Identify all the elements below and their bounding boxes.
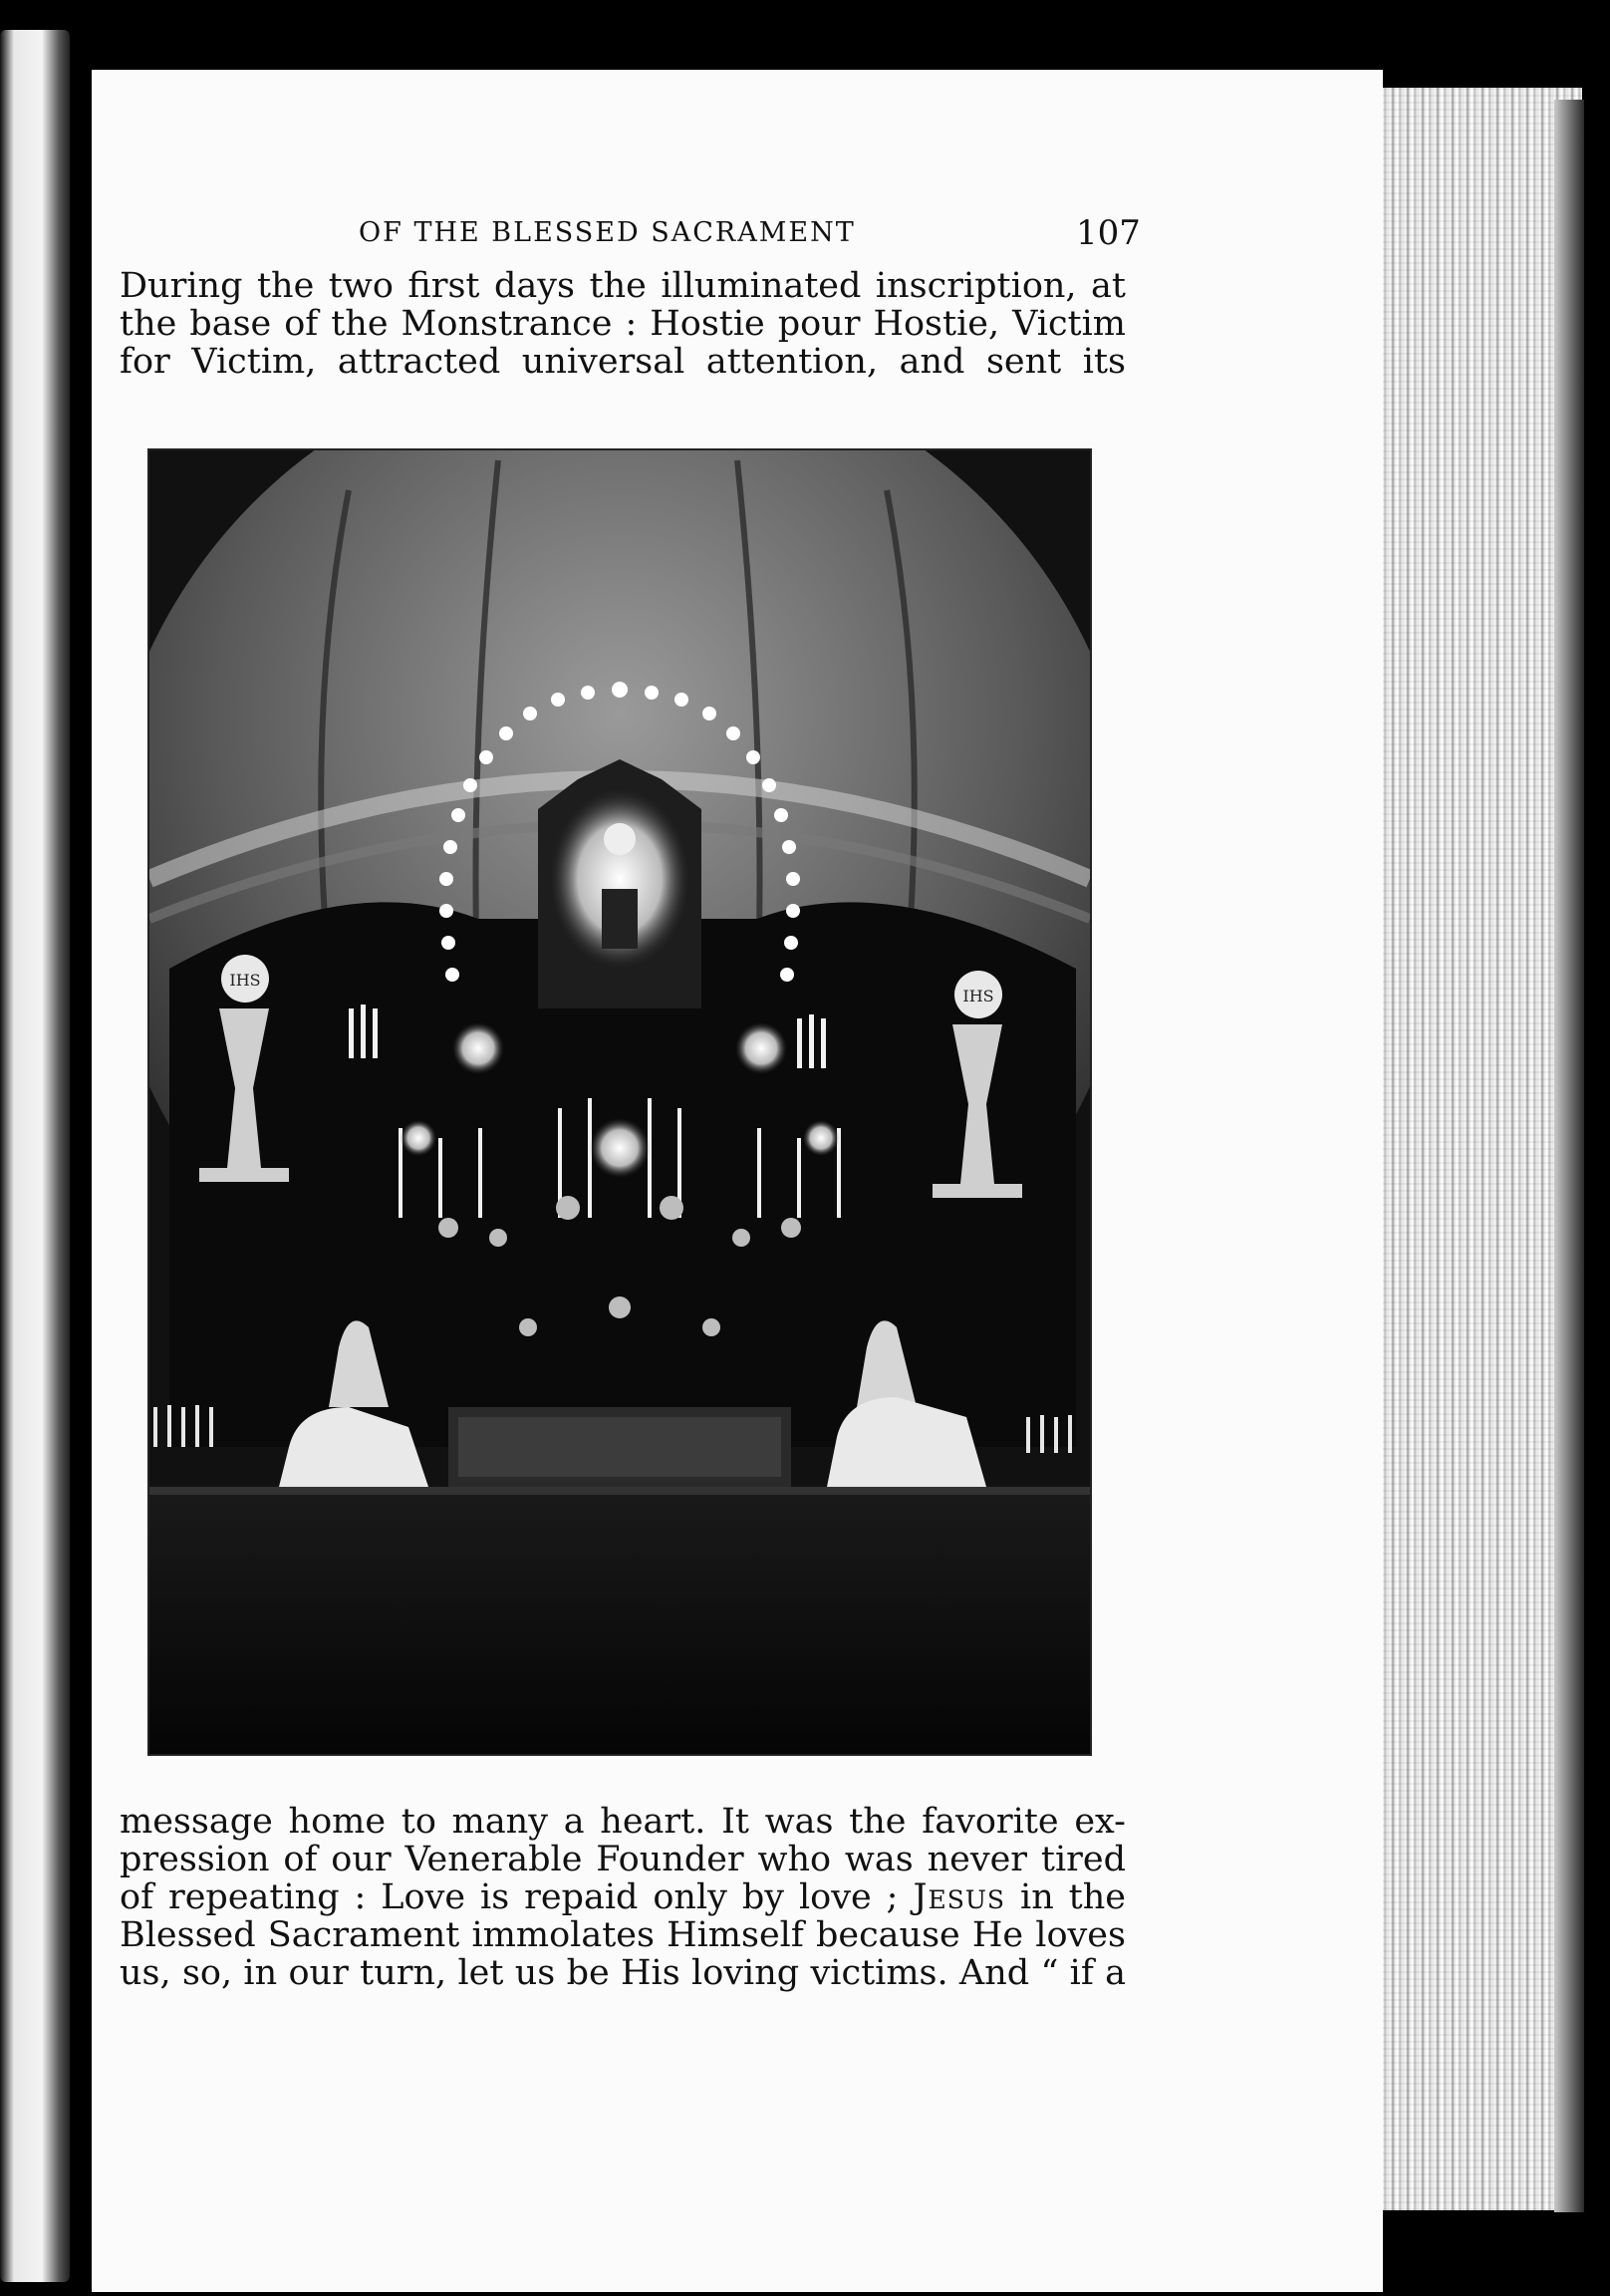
emblem-right <box>954 971 1002 1018</box>
text-segment: of repeating : Love is repaid only by love ; <box>120 1877 899 1917</box>
book-edge-shadow <box>1554 100 1584 2212</box>
emblem-left-text: IHS <box>229 971 261 990</box>
text-line: Blessed Sacrament immolates Himself because He loves <box>120 1915 1126 1955</box>
text-line: message home to many a heart. It was the favorite ex- <box>120 1802 1126 1842</box>
text-line: for Victim, attracted universal attention, and sent its <box>120 342 1126 382</box>
paragraph-bottom <box>120 1803 1126 1992</box>
running-title: OF THE BLESSED SACRAMENT <box>359 217 856 248</box>
page-edges <box>1373 88 1582 2210</box>
running-head <box>120 213 1146 257</box>
emblem-left <box>221 955 269 1003</box>
text-line: us, so, in our turn, let us be His loving victims. And “ if a <box>120 1953 1126 1993</box>
altar-photograph <box>147 448 1092 1756</box>
left-page-edge <box>0 30 70 2282</box>
text-line: During the two first days the illuminated inscription, at <box>120 266 1126 306</box>
jesus-small-caps: Jesus <box>913 1877 1006 1917</box>
text-line: pression of our Venerable Founder who was never tired <box>120 1840 1126 1879</box>
text-segment: in the <box>1020 1877 1126 1917</box>
page-number: 107 <box>1076 213 1141 253</box>
text-line: the base of the Monstrance : Hostie pour Hostie, Victim <box>120 304 1126 344</box>
paragraph-top <box>120 267 1126 381</box>
altar-photo-illustration <box>149 450 1090 1754</box>
emblem-right-text: IHS <box>962 987 994 1005</box>
text-line <box>120 1878 1126 1916</box>
